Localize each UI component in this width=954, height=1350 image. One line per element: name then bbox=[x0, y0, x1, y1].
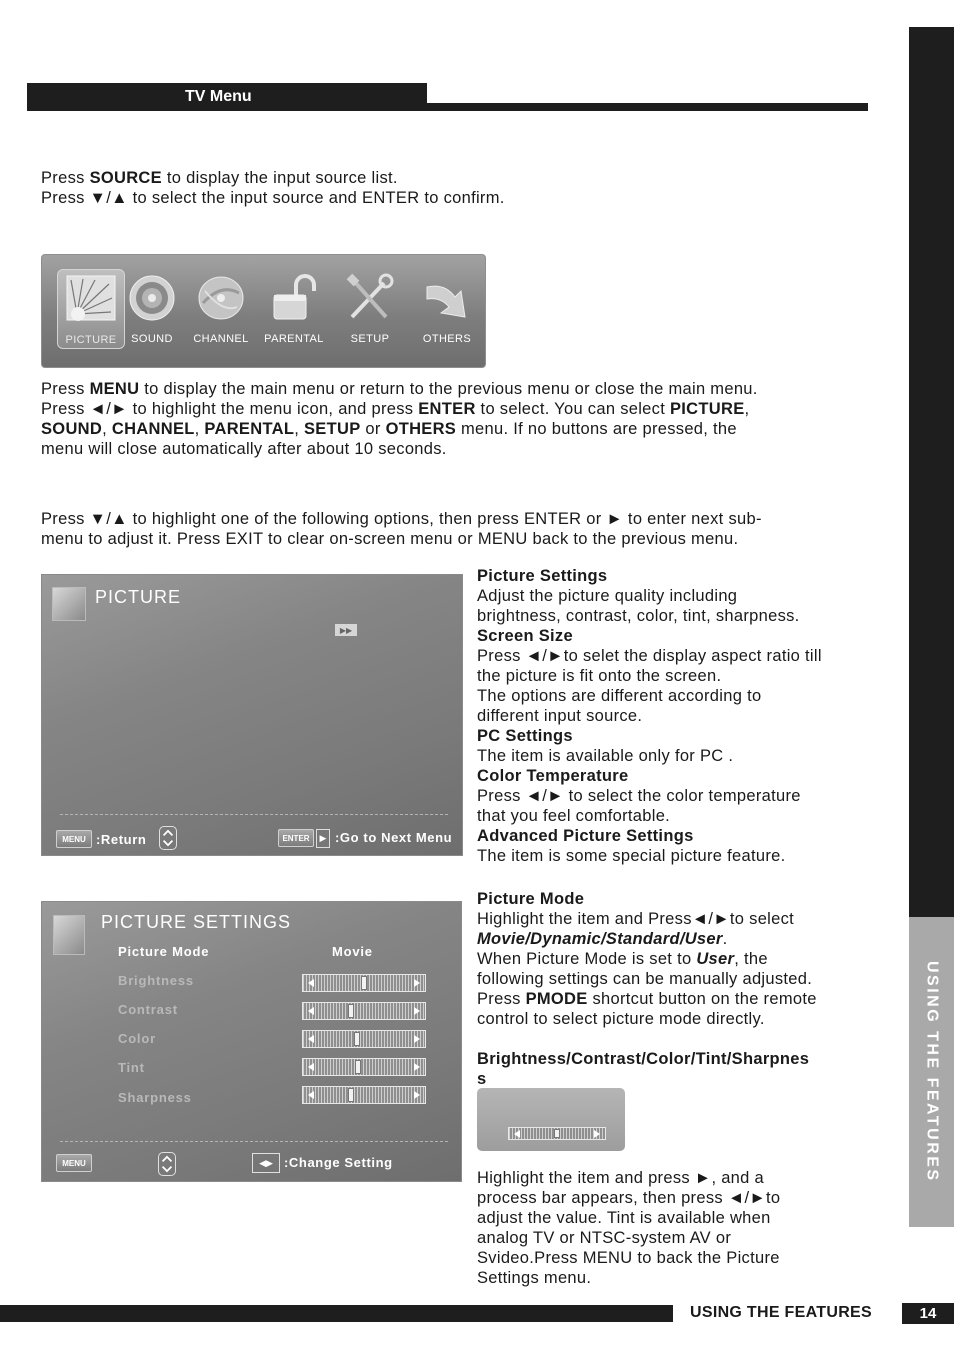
picture-mode-label[interactable]: Picture Mode bbox=[118, 944, 210, 959]
picture-settings-osd bbox=[41, 901, 462, 1182]
menu-item-channel[interactable] bbox=[187, 269, 255, 349]
menu-item-label: SOUND bbox=[131, 333, 173, 345]
menu-instructions: Press MENU to display the main menu or return to the previous menu or close the main menu. Press ◄/► to highlight the menu icon, and press ENTER to select. You can select PICTURE, SOUND, CHANNEL, PARENTAL, SETUP or OTHERS menu. If no buttons are pressed, the menu will close automatically after about 10 seconds. bbox=[41, 380, 758, 458]
lock-icon bbox=[268, 273, 320, 323]
menu-key-chip: MENU bbox=[56, 1154, 92, 1172]
menu-item-label: OTHERS bbox=[422, 333, 472, 345]
tools-icon bbox=[344, 273, 396, 323]
picture-instructions: Press ▼/▲ to highlight one of the following options, then press ENTER or ► to enter next sub- menu to adjust it. Press EXIT to clear on-screen menu or MENU back to the previous menu. bbox=[41, 510, 762, 548]
menu-item-label: PARENTAL bbox=[264, 333, 324, 345]
brightness-label[interactable]: Brightness bbox=[118, 973, 194, 988]
tint-label[interactable]: Tint bbox=[118, 1060, 145, 1075]
sharpness-label[interactable]: Sharpness bbox=[118, 1090, 192, 1105]
menu-item-others[interactable] bbox=[413, 269, 481, 349]
picture-mode-description: Picture Mode Highlight the item and Press◄/►to select Movie/Dynamic/Standard/User. When Picture Mode is set to User, the following settings can be manually adjusted. Press PMODE shortcut button on the remote control to select picture mode directly. Brightness/Contrast/Color/Tint/Sharpnes s bbox=[477, 890, 817, 1088]
contrast-label[interactable]: Contrast bbox=[118, 1002, 178, 1017]
osd-title: PICTURE SETTINGS bbox=[101, 912, 292, 932]
right-arrow-icon: ▶ bbox=[316, 829, 330, 848]
section-header bbox=[27, 83, 427, 111]
sharpness-slider[interactable] bbox=[302, 1086, 426, 1104]
color-slider[interactable] bbox=[302, 1030, 426, 1048]
picture-osd bbox=[41, 574, 463, 856]
enter-key-chip: ENTER bbox=[278, 829, 314, 847]
header-rule bbox=[427, 103, 868, 111]
fast-forward-icon: ▶▶ bbox=[335, 624, 357, 636]
footer-section-title: USING THE FEATURES bbox=[690, 1304, 873, 1321]
main-menu-bar bbox=[41, 254, 486, 368]
picture-icon bbox=[65, 274, 117, 324]
source-instructions: Press SOURCE to display the input source list. Press ▼/▲ to select the input source and ENTER to confirm. bbox=[41, 169, 505, 207]
menu-item-setup[interactable] bbox=[336, 269, 404, 349]
process-bar-sample bbox=[477, 1088, 625, 1151]
section-title: TV Menu bbox=[185, 88, 252, 105]
picture-thumb-icon bbox=[53, 915, 85, 955]
picture-mode-value[interactable]: Movie bbox=[332, 944, 373, 959]
process-bar[interactable] bbox=[508, 1127, 606, 1140]
menu-item-picture[interactable] bbox=[57, 269, 125, 349]
menu-key-chip: MENU bbox=[56, 830, 92, 848]
osd-divider bbox=[60, 814, 448, 815]
next-menu-label: :Go to Next Menu bbox=[335, 830, 453, 845]
process-bar-instructions: Highlight the item and press ►, and a process bar appears, then press ◄/►to adjust the value. Tint is available when analog TV or NTSC-system AV or Svideo.Press MENU to back the Picture Settings menu. bbox=[477, 1169, 781, 1287]
osd-title: PICTURE bbox=[95, 587, 182, 607]
disc-icon bbox=[195, 273, 247, 323]
contrast-slider[interactable] bbox=[302, 1002, 426, 1020]
picture-thumb-icon bbox=[52, 587, 86, 621]
menu-item-sound[interactable] bbox=[118, 269, 186, 349]
tint-slider[interactable] bbox=[302, 1058, 426, 1076]
sidebar-label: USING THE FEATURES bbox=[923, 961, 941, 1183]
arrow-icon bbox=[421, 273, 473, 323]
brightness-slider[interactable] bbox=[302, 974, 426, 992]
menu-item-label: CHANNEL bbox=[193, 333, 249, 345]
up-down-icon bbox=[159, 826, 177, 850]
left-right-icon: ◀▶ bbox=[252, 1153, 280, 1173]
return-label: :Return bbox=[96, 832, 147, 847]
speaker-icon bbox=[126, 273, 178, 323]
menu-item-parental[interactable] bbox=[260, 269, 328, 349]
footer-bar bbox=[0, 1305, 673, 1322]
page-number: 14 bbox=[902, 1303, 954, 1324]
menu-item-label: SETUP bbox=[350, 333, 390, 345]
change-setting-label: :Change Setting bbox=[284, 1155, 393, 1170]
up-down-icon bbox=[158, 1152, 176, 1176]
sidebar-dark-band bbox=[909, 27, 954, 917]
color-label[interactable]: Color bbox=[118, 1031, 156, 1046]
osd-divider bbox=[60, 1141, 448, 1142]
picture-descriptions: Picture Settings Adjust the picture quality including brightness, contrast, color, tint, sharpness. Screen Size Press ◄/►to selet the display aspect ratio till the picture is fit onto the screen. The options are different according to different input source. PC Settings The item is available only for PC . Color Temperature Press ◄/► to select the color temperature that you feel comfortable. Advanced Picture Settings The item is some special picture feature. bbox=[477, 567, 822, 865]
menu-item-label: PICTURE bbox=[65, 334, 117, 346]
